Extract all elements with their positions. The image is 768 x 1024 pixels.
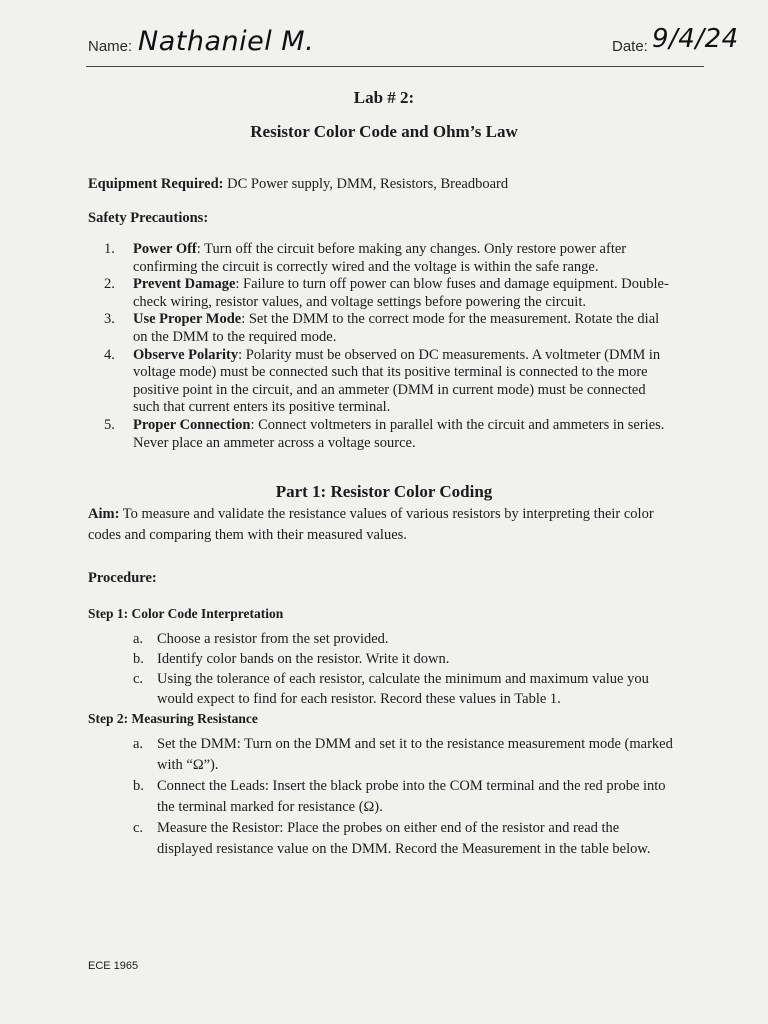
step1-heading: Step 1: Color Code Interpretation — [88, 606, 284, 621]
course-footer: ECE 1965 — [88, 960, 139, 972]
step2-item — [133, 776, 678, 818]
date-label: Date: — [612, 38, 648, 55]
step1-list — [133, 629, 678, 709]
safety-item — [104, 311, 674, 346]
safety-item-text: : Turn off the circuit before making any changes. Only restore power after confirming the circuit is correctly wired and the voltage is within the safe range. — [133, 241, 627, 275]
safety-item-text: : Polarity must be observed on DC measurements. A voltmeter (DMM in voltage mode) must be connected such that its positive terminal is connected to the more positive point in the circuit, and an ammeter (DMM in current mode) must be connected such that current enters its positive terminal. — [133, 346, 661, 416]
safety-item — [104, 276, 674, 311]
safety-item-term: Observe Polarity — [133, 346, 239, 363]
step1-item-text: Using the tolerance of each resistor, calculate the minimum and maximum value you would expect to find for each resistor. Record these values in Table 1. — [157, 671, 649, 707]
step2-item — [133, 734, 678, 776]
step1-item-letter: a. — [133, 631, 144, 647]
aim-label: Aim: — [88, 506, 120, 522]
handwritten-date: 9/4/24 — [652, 24, 739, 54]
safety-item-term: Prevent Damage — [133, 276, 236, 293]
safety-item-number: 4. — [104, 346, 115, 363]
step2-item-letter: b. — [133, 778, 144, 794]
step1-item-text: Identify color bands on the resistor. Write it down. — [157, 651, 450, 667]
equipment-line — [88, 175, 688, 193]
aim-text: To measure and validate the resistance values of various resistors by interpreting their color codes and comparing them with their measured values. — [88, 506, 654, 543]
equipment-label: Equipment Required: — [88, 176, 224, 192]
safety-item-term: Use Proper Mode — [133, 311, 242, 328]
safety-item-number: 3. — [104, 311, 115, 328]
step2-heading: Step 2: Measuring Resistance — [88, 711, 258, 726]
step1-item-letter: c. — [133, 671, 144, 687]
step2-list — [133, 734, 678, 860]
safety-item — [104, 417, 674, 452]
step2-item-text: Connect the Leads: Insert the black probe into the COM terminal and the red probe into the terminal marked for resistance (Ω). — [157, 778, 666, 815]
safety-item — [104, 347, 674, 417]
aim-paragraph — [88, 504, 658, 546]
safety-heading: Safety Precautions: — [88, 210, 209, 226]
procedure-heading: Procedure: — [88, 570, 157, 586]
safety-item — [104, 241, 674, 276]
safety-item-term: Proper Connection — [133, 416, 251, 433]
step2-item-text: Set the DMM: Turn on the DMM and set it to the resistance measurement mode (marked with “Ω”). — [157, 736, 673, 773]
step2-item — [133, 818, 678, 860]
safety-item-number: 2. — [104, 276, 115, 293]
step1-item-text: Choose a resistor from the set provided. — [157, 631, 389, 647]
step1-item-letter: b. — [133, 651, 144, 667]
safety-item-term: Power Off — [133, 241, 197, 257]
step1-item — [133, 629, 678, 649]
name-label: Name: — [88, 38, 133, 55]
lab-title: Lab # 2: — [353, 88, 415, 107]
equipment-text: DC Power supply, DMM, Resistors, Breadboard — [223, 176, 509, 192]
safety-item-text: : Set the DMM to the correct mode for the measurement. Rotate the dial on the DMM to the required mode. — [133, 311, 660, 345]
step2-item-text: Measure the Resistor: Place the probes on either end of the resistor and read the displayed resistance value on the DMM. Record the Measurement in the table below. — [157, 820, 651, 857]
safety-item-number: 5. — [104, 416, 115, 433]
safety-item-text: : Failure to turn off power can blow fuses and damage equipment. Double-check wiring, resistor values, and voltage settings before powering the circuit. — [133, 276, 669, 310]
step1-item — [133, 649, 678, 669]
lab-subtitle: Resistor Color Code and Ohm’s Law — [250, 122, 518, 141]
safety-item-number: 1. — [104, 241, 115, 257]
step2-item-letter: c. — [133, 820, 144, 836]
safety-list — [104, 241, 674, 452]
safety-item-text: : Connect voltmeters in parallel with the circuit and ammeters in series. Never place an ammeter across a voltage source. — [133, 416, 665, 451]
part1-heading: Part 1: Resistor Color Coding — [275, 482, 493, 501]
header-underline — [86, 66, 704, 67]
step2-item-letter: a. — [133, 736, 144, 752]
step1-item — [133, 669, 678, 709]
handwritten-name: Nathaniel M. — [138, 26, 315, 57]
